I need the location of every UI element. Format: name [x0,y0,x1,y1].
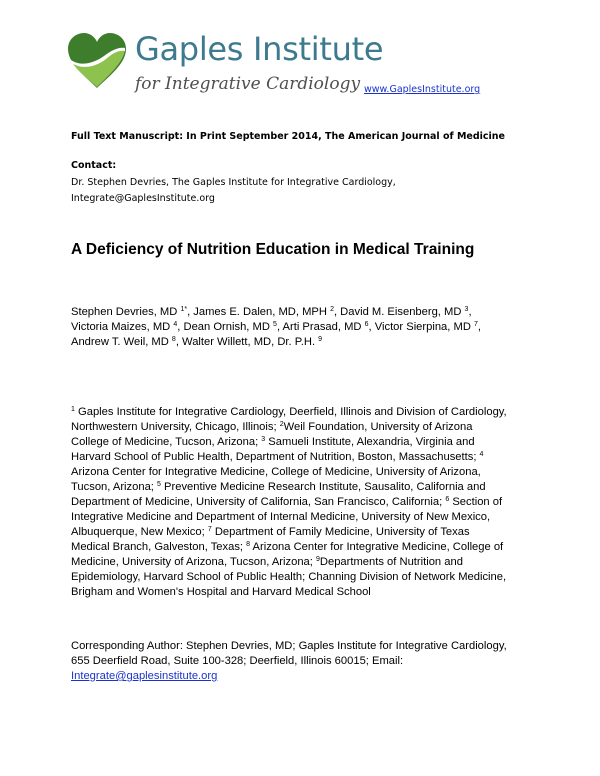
text-run: Victoria Maizes, MD [71,321,174,333]
contact-name: Dr. Stephen Devries, The Gaples Institute for Integrative Cardiology, [71,177,396,188]
text-run: , Dean Ornish, MD [177,321,274,333]
text-run: Samueli Institute, Alexandria, Virginia and [265,436,475,448]
footnote-marker: 2 [279,421,284,428]
affiliation-line [71,405,541,420]
footnote-marker: 7 [207,526,212,533]
text-run: Department of Family Medicine, University of Texas [211,526,470,538]
text-run: Stephen Devries, MD [71,306,181,318]
website-link[interactable]: www.GaplesInstitute.org [364,84,481,95]
footnote-marker: 3 [261,436,266,443]
authors-block [71,305,541,350]
corresponding-email-link[interactable]: Integrate@gaplesinstitute.org [71,670,218,682]
affiliation-line [71,420,541,435]
text-run: Weil Foundation, University of Arizona [283,421,473,433]
text-run: College of Medicine, Tucson, Arizona; [71,436,262,448]
text-run: , Walter Willett, MD, Dr. P.H. [175,336,319,348]
text-run: , James E. Dalen, MD, MPH [187,306,331,318]
corresponding-line: 655 Deerfield Road, Suite 100-328; Deerfield, Illinois 60015; Email: [71,655,404,667]
text-run: Medical Branch, Galveston, Texas; [71,541,247,553]
text-run: Albuquerque, New Mexico; [71,526,208,538]
footnote-marker: 8 [171,336,176,343]
text-run: Tucson, Arizona; [71,481,158,493]
affiliation-line [71,465,541,480]
text-run: , [477,321,482,333]
footnote-marker: 5 [273,321,277,328]
footnote-marker: 5 [157,481,161,488]
text-run: Arizona Center for Integrative Medicine, College of Medicine, University of Arizona, [71,466,481,478]
footnote-marker: 6 [445,496,450,503]
text-run: , Victor Sierpina, MD [368,321,475,333]
footnote-marker: 1* [180,306,188,313]
text-run: Brigham and Women's Hospital and Harvard Medical School [71,586,371,598]
article-title: A Deficiency of Nutrition Education in Medical Training [71,241,475,258]
affiliation-line [71,585,541,600]
text-run: Gaples Institute for Integrative Cardiology, Deerfield, Illinois and Division of Cardiology, [74,406,507,418]
footnote-marker: 6 [364,321,369,328]
contact-label: Contact: [71,160,117,171]
affiliation-line [71,570,541,585]
contact-email[interactable]: Integrate@GaplesInstitute.org [71,193,215,204]
affiliation-line [71,555,541,570]
text-run: , [468,306,472,318]
footnote-marker: 3 [464,306,469,313]
text-run: Section of [449,496,503,508]
affiliations-block [71,405,541,600]
text-run: Andrew T. Weil, MD [71,336,172,348]
text-run: Preventive Medicine Research Institute, Sausalito, California and [160,481,486,493]
text-run: Departments of Nutrition and [319,556,463,568]
heart-logo-icon [66,32,128,90]
text-run: Epidemiology, Harvard School of Public Health; Channing Division of Network Medicine, [71,571,507,583]
affiliation-line [71,435,541,450]
text-run: Department of Medicine, University of California, San Francisco, California; [71,496,446,508]
text-run: Harvard School of Public Health, Department of Nutrition, Boston, Massachusetts; [71,451,480,463]
footnote-marker: 9 [318,336,323,343]
author-line [71,320,541,335]
manuscript-note: Full Text Manuscript: In Print September 2014, The American Journal of Medicine [71,131,505,142]
corresponding-author [71,639,541,684]
logo-tagline: for Integrative Cardiology [135,74,361,94]
corresponding-line: Corresponding Author: Stephen Devries, MD; Gaples Institute for Integrative Cardiology, [71,640,507,652]
affiliation-line [71,540,541,555]
footnote-marker: 4 [173,321,178,328]
text-run: , David M. Eisenberg, MD [333,306,465,318]
footnote-marker: 4 [479,451,484,458]
footnote-marker: 9 [316,556,320,563]
affiliation-line [71,495,541,510]
author-line [71,335,541,350]
footnote-marker: 2 [330,306,334,313]
footnote-marker: 8 [246,541,251,548]
text-run: , Arti Prasad, MD [276,321,365,333]
affiliation-line [71,525,541,540]
affiliation-line [71,480,541,495]
affiliation-line [71,510,541,525]
text-run: Medicine, University of Arizona, Tucson, Arizona; [71,556,316,568]
logo-name: Gaples Institute [135,30,384,68]
text-run: Arizona Center for Integrative Medicine, College of [250,541,504,553]
footnote-marker: 1 [71,406,75,413]
text-run: Integrative Medicine and Department of Internal Medicine, University of New Mexico, [71,511,491,523]
footnote-marker: 7 [474,321,478,328]
text-run: Northwestern University, Chicago, Illinois; [71,421,280,433]
author-line [71,305,541,320]
affiliation-line [71,450,541,465]
